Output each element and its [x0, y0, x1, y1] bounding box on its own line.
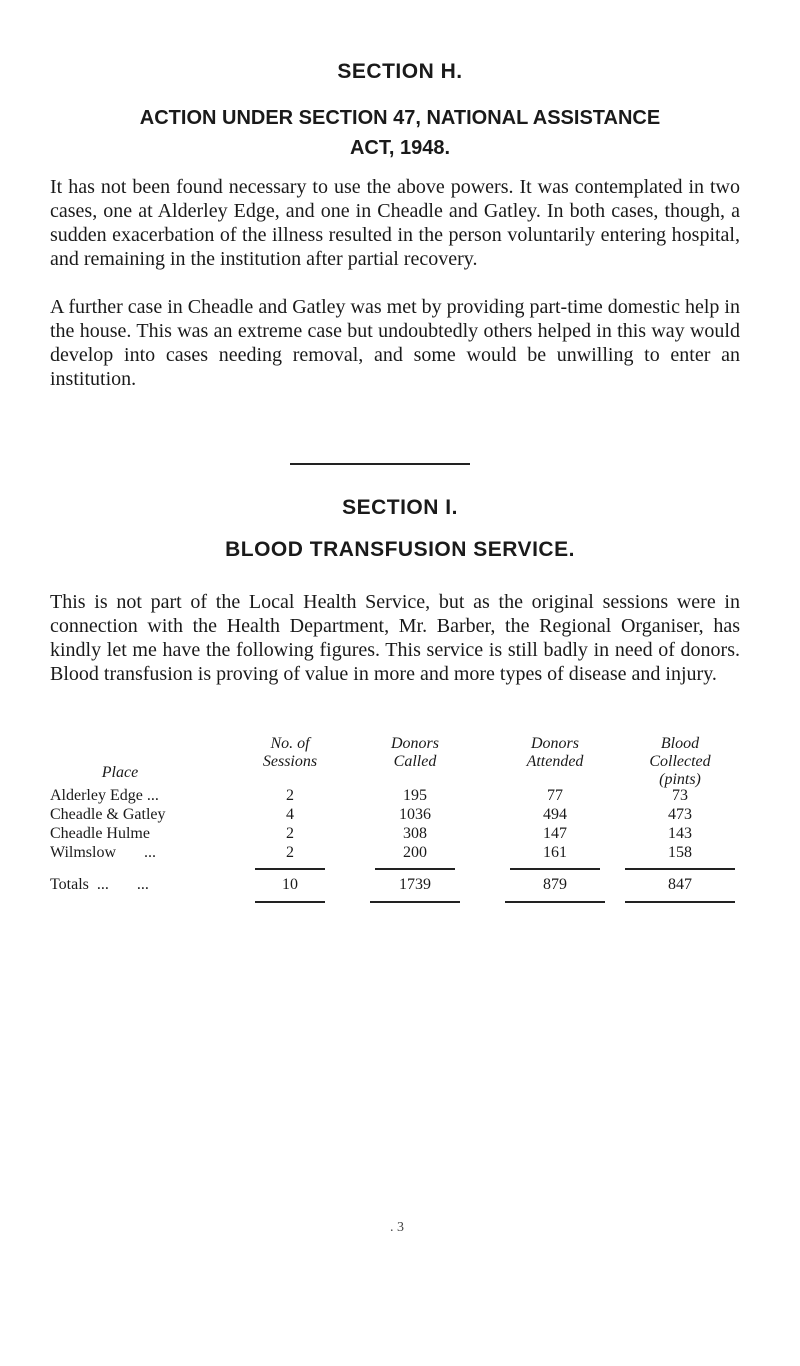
section-divider — [290, 463, 470, 465]
totals-rule-bottom-blood — [625, 901, 735, 903]
row-3-blood: 143 — [668, 825, 692, 842]
section-i-paragraph: This is not part of the Local Health Service, but as the original sessions were in connection with the Health Department, Mr. Barber, the Regional Organiser, has kindly let me have the following figures. This service is still badly in need of donors. Blood transfusion is proving of value in more and more types of disease and injury. — [50, 591, 740, 685]
totals-rule-bottom-attended — [505, 901, 605, 903]
row-3-place: Cheadle Hulme — [50, 825, 150, 842]
section-h-paragraph-1: It has not been found necessary to use the above powers. It was contemplated in two cases, one at Alderley Edge, and one in Cheadle and Gatley. In both cases, though, a sudden exacerbation of the illness resulted in the person voluntarily entering hospital, and remaining in the institution after partial recovery. — [50, 176, 740, 270]
section-i-title: SECTION I. — [342, 496, 458, 519]
row-3-called: 308 — [403, 825, 427, 842]
totals-attended: 879 — [543, 876, 567, 893]
row-2-called: 1036 — [399, 806, 431, 823]
totals-rule-bottom-sessions — [255, 901, 325, 903]
row-2-attended: 494 — [543, 806, 567, 823]
row-1-sessions: 2 — [286, 787, 294, 804]
row-4-place: Wilmslow ... — [50, 844, 157, 861]
row-1-attended: 77 — [547, 787, 563, 804]
row-3-sessions: 2 — [286, 825, 294, 842]
row-3-attended: 147 — [543, 825, 567, 842]
row-4-sessions: 2 — [286, 844, 294, 861]
section-h-subtitle-line2: ACT, 1948. — [349, 137, 451, 159]
section-h-paragraph-2: A further case in Cheadle and Gatley was met by providing part-time domestic help in the house. This was an extreme case but undoubtedly others helped in this way would develop into cases needing removal, and some would be unwilling to enter an institution. — [50, 296, 740, 390]
totals-blood: 847 — [668, 876, 692, 893]
header-blood-line1: Blood — [660, 735, 700, 752]
totals-rule-top-called — [375, 868, 455, 870]
header-place: Place — [101, 764, 139, 781]
header-called-line1: Donors — [390, 735, 439, 752]
header-blood-line3: (pints) — [659, 771, 701, 788]
section-i-subtitle: BLOOD TRANSFUSION SERVICE. — [225, 538, 575, 561]
totals-rule-top-sessions — [255, 868, 325, 870]
totals-label: Totals ... ... — [50, 876, 149, 893]
totals-sessions: 10 — [282, 876, 298, 893]
row-4-attended: 161 — [543, 844, 567, 861]
row-2-blood: 473 — [668, 806, 692, 823]
header-attended-line1: Donors — [530, 735, 579, 752]
totals-rule-bottom-called — [370, 901, 460, 903]
row-2-sessions: 4 — [286, 806, 294, 823]
row-1-place: Alderley Edge ... — [50, 787, 159, 804]
row-1-blood: 73 — [672, 787, 688, 804]
row-4-blood: 158 — [668, 844, 692, 861]
page-mark: . 3 — [390, 1220, 404, 1235]
header-sessions-line1: No. of — [270, 735, 310, 752]
header-sessions-line2: Sessions — [262, 753, 318, 770]
header-called-line2: Called — [393, 753, 437, 770]
totals-rule-top-attended — [510, 868, 600, 870]
row-2-place: Cheadle & Gatley — [50, 806, 166, 823]
section-h-subtitle — [60, 103, 740, 163]
section-h-title: SECTION H. — [337, 60, 463, 83]
totals-rule-top-blood — [625, 868, 735, 870]
totals-called: 1739 — [399, 876, 431, 893]
header-blood-line2: Collected — [649, 753, 711, 770]
section-h-subtitle-line1: ACTION UNDER SECTION 47, NATIONAL ASSISTANCE — [139, 107, 661, 129]
row-1-called: 195 — [403, 787, 427, 804]
header-attended-line2: Attended — [526, 753, 584, 770]
row-4-called: 200 — [403, 844, 427, 861]
